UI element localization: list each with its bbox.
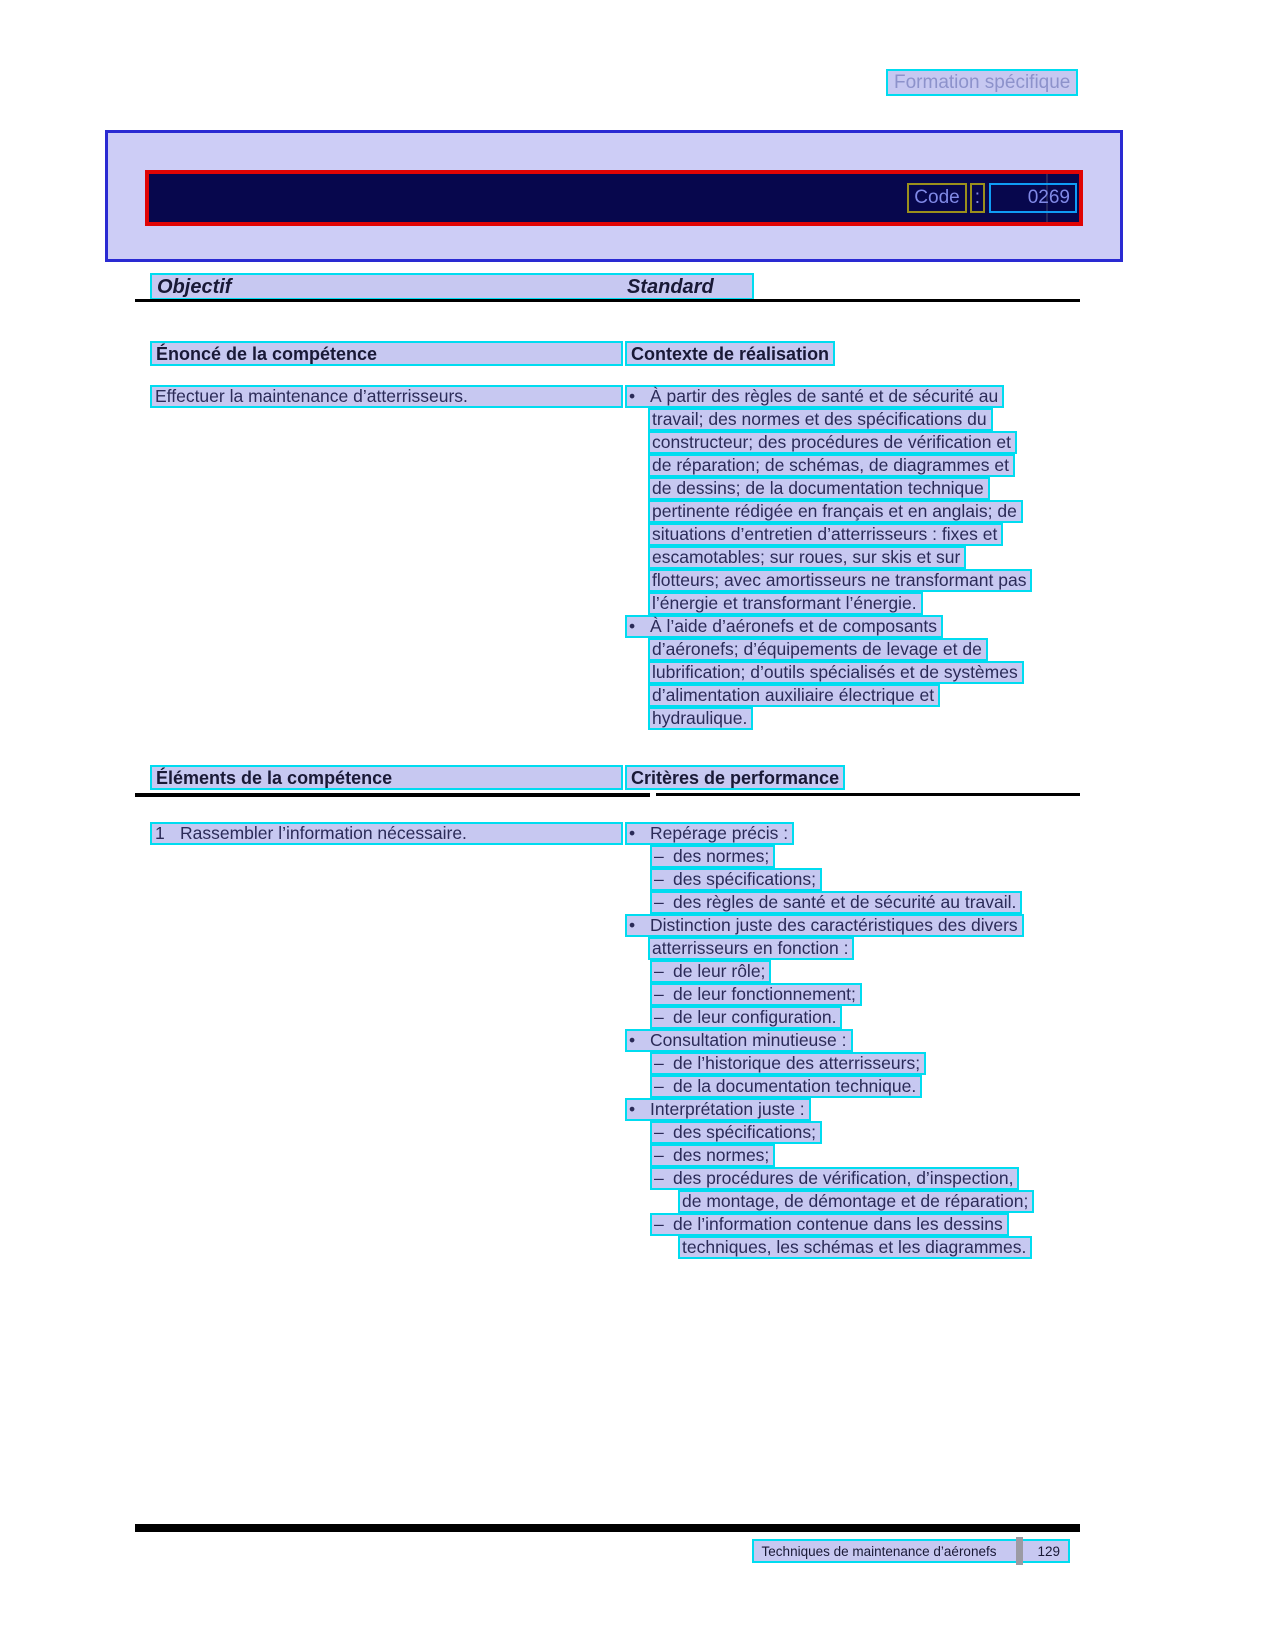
highlight-box (678, 1236, 1032, 1259)
criteria-line-text: Repérage précis : (650, 823, 789, 843)
list-marker: • (629, 386, 636, 406)
context-line (648, 477, 1105, 500)
highlight-box (648, 569, 1032, 592)
highlight-box (650, 1167, 1019, 1190)
highlight-box (648, 707, 753, 730)
criteria-line (625, 1029, 1105, 1052)
list-marker: – (654, 1007, 664, 1027)
competence-statement: Effectuer la maintenance d’atterrisseurs. (150, 385, 623, 408)
context-line (625, 615, 1105, 638)
footer-page-number: 129 (1037, 1543, 1060, 1559)
highlight-box (650, 983, 862, 1006)
document-category-label: Formation spécifique (886, 69, 1078, 96)
list-marker: – (654, 869, 664, 889)
list-marker: – (654, 1145, 664, 1165)
highlight-box (650, 868, 822, 891)
list-marker: – (654, 961, 664, 981)
context-line-text: situations d’entretien d’atterrisseurs : fixes et (652, 524, 998, 544)
context-line-text: l’énergie et transformant l’énergie. (652, 593, 917, 613)
footer-separator-bar (1016, 1537, 1023, 1565)
criteria-line-text: des normes; (673, 846, 770, 866)
element-row (150, 822, 623, 845)
highlight-box (650, 1052, 926, 1075)
column-title-bar (150, 273, 754, 300)
highlight-box (648, 937, 854, 960)
column-title-standard: Standard (627, 276, 714, 298)
highlight-box (648, 546, 966, 569)
list-marker: – (654, 1076, 664, 1096)
footer-rule (135, 1524, 1080, 1532)
list-marker: – (654, 846, 664, 866)
criteria-line-text: de l’historique des atterrisseurs; (673, 1053, 921, 1073)
criteria-list (625, 822, 1105, 1259)
criteria-line (650, 1075, 1105, 1098)
footer (752, 1539, 1070, 1563)
context-line (648, 638, 1105, 661)
criteria-line-text: de la documentation technique. (673, 1076, 917, 1096)
section-header-enonce: Énoncé de la compétence (150, 341, 623, 366)
context-line (648, 500, 1105, 523)
highlight-box (625, 1098, 811, 1121)
list-marker: • (629, 823, 636, 843)
context-line-text: hydraulique. (652, 708, 748, 728)
criteria-line (625, 1098, 1105, 1121)
list-marker: • (629, 915, 636, 935)
criteria-line (625, 914, 1105, 937)
code-field-group (907, 183, 1077, 213)
context-line-text: pertinente rédigée en français et en anglais; de (652, 501, 1017, 521)
code-label: Code (907, 183, 966, 213)
criteria-line (678, 1190, 1105, 1213)
highlight-box (650, 1121, 822, 1144)
criteria-line (650, 868, 1105, 891)
section-header-contexte: Contexte de réalisation (625, 341, 835, 366)
criteria-line-text: de l’information contenue dans les dessins (673, 1214, 1003, 1234)
context-line (648, 454, 1105, 477)
criteria-line (650, 1144, 1105, 1167)
criteria-line-text: atterrisseurs en fonction : (652, 938, 849, 958)
criteria-line (650, 983, 1105, 1006)
criteria-line-text: des spécifications; (673, 1122, 816, 1142)
highlight-box (650, 1144, 775, 1167)
horizontal-rule-elements (135, 793, 650, 797)
context-line-text: À partir des règles de santé et de sécurité au (650, 386, 999, 406)
context-line-text: d’aéronefs; d’équipements de levage et de (652, 639, 982, 659)
context-list (625, 385, 1105, 730)
criteria-line (650, 891, 1105, 914)
highlight-box (678, 1190, 1034, 1213)
context-line-text: À l’aide d’aéronefs et de composants (650, 616, 937, 636)
horizontal-rule-criteres (656, 793, 1080, 796)
element-text: Rassembler l’information nécessaire. (180, 823, 467, 843)
context-line-text: d’alimentation auxiliaire électrique et (652, 685, 935, 705)
highlight-box (648, 661, 1024, 684)
highlight-box (648, 454, 1015, 477)
highlight-box (625, 385, 1004, 408)
criteria-line-text: de leur fonctionnement; (673, 984, 856, 1004)
context-line (648, 661, 1105, 684)
context-line-text: lubrification; d’outils spécialisés et de systèmes (652, 662, 1018, 682)
criteria-line-text: des règles de santé et de sécurité au travail. (673, 892, 1017, 912)
context-line-text: de réparation; de schémas, de diagrammes et (652, 455, 1009, 475)
title-banner (145, 170, 1083, 226)
context-line (648, 523, 1105, 546)
criteria-line-text: de leur configuration. (673, 1007, 837, 1027)
section-header-elements: Éléments de la compétence (150, 765, 623, 790)
title-panel (105, 130, 1123, 262)
context-line (648, 684, 1105, 707)
highlight-box (648, 592, 923, 615)
code-separator: : (970, 183, 985, 213)
context-line-text: travail; des normes et des spécifications du (652, 409, 987, 429)
list-marker: – (654, 984, 664, 1004)
section-header-criteres: Critères de performance (625, 765, 845, 790)
highlight-box (650, 1006, 842, 1029)
context-line-text: escamotables; sur roues, sur skis et sur (652, 547, 961, 567)
code-value: 0269 (989, 183, 1077, 213)
list-marker: • (629, 1030, 636, 1050)
context-line-text: de dessins; de la documentation technique (652, 478, 984, 498)
criteria-line-text: Interprétation juste : (650, 1099, 805, 1119)
criteria-line-text: des procédures de vérification, d’inspection, (673, 1168, 1014, 1188)
context-line-text: constructeur; des procédures de vérification et (652, 432, 1011, 452)
highlight-box (650, 845, 775, 868)
context-line (648, 546, 1105, 569)
list-marker: – (654, 1122, 664, 1142)
context-line (648, 431, 1105, 454)
criteria-line (648, 937, 1105, 960)
list-marker: • (629, 1099, 636, 1119)
context-line-text: flotteurs; avec amortisseurs ne transformant pas (652, 570, 1027, 590)
column-title-objectif: Objectif (157, 276, 232, 298)
context-line (648, 592, 1105, 615)
highlight-box (648, 523, 1003, 546)
highlight-box (650, 891, 1022, 914)
criteria-line-text: Consultation minutieuse : (650, 1030, 847, 1050)
highlight-box (648, 431, 1017, 454)
horizontal-rule-top (135, 299, 1080, 302)
criteria-line (650, 1121, 1105, 1144)
criteria-line (678, 1236, 1105, 1259)
highlight-box (650, 1213, 1009, 1236)
highlight-box (650, 960, 771, 983)
criteria-line (650, 960, 1105, 983)
highlight-box (648, 638, 988, 661)
context-line (648, 707, 1105, 730)
list-marker: – (654, 892, 664, 912)
context-line (648, 408, 1105, 431)
highlight-box (648, 477, 990, 500)
criteria-line (650, 1052, 1105, 1075)
criteria-line-text: techniques, les schémas et les diagrammes. (682, 1237, 1027, 1257)
list-marker: – (654, 1214, 664, 1234)
criteria-line-text: des spécifications; (673, 869, 816, 889)
highlight-box (648, 684, 940, 707)
footer-doc-title: Techniques de maintenance d’aéronefs (761, 1543, 997, 1559)
element-number: 1 (155, 823, 165, 843)
criteria-line-text: des normes; (673, 1145, 770, 1165)
criteria-line-text: de leur rôle; (673, 961, 766, 981)
criteria-line-text: de montage, de démontage et de réparation; (682, 1191, 1029, 1211)
criteria-line (650, 1167, 1105, 1190)
highlight-box (625, 914, 1024, 937)
criteria-line-text: Distinction juste des caractéristiques des divers (650, 915, 1018, 935)
list-marker: • (629, 616, 636, 636)
context-line (625, 385, 1105, 408)
criteria-line (625, 822, 1105, 845)
highlight-box (625, 822, 794, 845)
highlight-box (650, 1075, 922, 1098)
list-marker: – (654, 1053, 664, 1073)
criteria-line (650, 1006, 1105, 1029)
highlight-box (625, 615, 943, 638)
criteria-line (650, 1213, 1105, 1236)
highlight-box (648, 500, 1023, 523)
criteria-line (650, 845, 1105, 868)
list-marker: – (654, 1168, 664, 1188)
highlight-box (625, 1029, 853, 1052)
highlight-box (648, 408, 993, 431)
context-line (648, 569, 1105, 592)
